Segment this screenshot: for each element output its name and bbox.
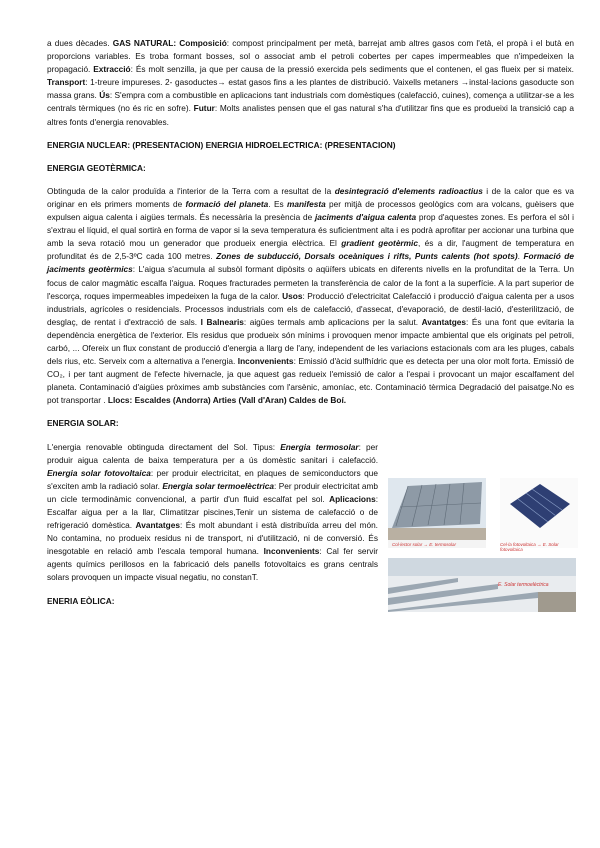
heading-eolica: ENERIA EÒLICA: — [47, 595, 115, 606]
solar-image-row — [388, 478, 576, 556]
solar-collector-image — [388, 478, 486, 548]
pv-cell-image — [500, 478, 578, 552]
gas-natural-paragraph: a dues dècades. GAS NATURAL: Composició: compost principalment per metà, barrejat amb altres gasos com l'età, el propà i el butà en proporcions variables. Es troba formant bosses, sol o associat amb el petroli cobertes per capes impermeables que n'impedeixen la propagació. Extracció: És molt senzilla, ja que per causa de la pressió exercida pels sediments que el contenen, el gas flueix per si mateix. Transport: 1-treure impureses. 2- gasoductes→ estat gasos fins a les plantes de distribució. Vaixells metaners →instal·lacions gasoducte son massa grans. Ús: S'empra com a combustible en aplicacions tant industrials com domèstiques (calefacció, cuines), comença a utilitzar-se a les centrals tèrmiques (no és ric en sofre). Futur: Molts analistes pensen que el gas natural s'ha d'utilitzar fins que es produeixi la transició cap a altres fonts d'energia renovables. — [47, 38, 574, 127]
geotermica-paragraph: Obtinguda de la calor produïda a l'interior de la Terra com a resultat de la desintegració d'elements radioactius i de la calor que es va originar en els primers moments de formació del planeta. Es manifesta per mitjà de processos geològics com ara volcans, guèisers que expulsen aigua calenta i aigües termals. És necessària la presència de jaciments d'aigua calenta prop d'aquestes zones. Es perfora el sòl i s'extrau el líquid, el qual sortirà en forma de vapor si la seva temperatura és suficientment alta i es podrà aprofitar per accionar una turbina que amb la seva rotació mou un generador que produeix energia elèctrica. El gradient geotèrmic, és a dir, l'augment de temperatura en profunditat és de 2,5-3ºC cada 100 metres. Zones de subducció, Dorsals oceàniques i rifts, Punts calents (hot spots). Formació de jaciments geotèrmics: L'aigua s'acumula al subsòl formant dipòsits o aqüífers ubicats en diferents nivells en la profunditat de la Terra. Un focus de calor magmàtic escalfa l'aigua. Roques fracturades permeten la transferència de calor de la font a la superfície. A la part superior de l'escorça, roques impermeables impedeixen la fuga de la calor. Usos: Producció d'electricitat Calefacció i producció d'aigua calenta per a usos industrials, agrícoles o residencials. Processos industrials com els de calefacció, d'assecat, d'evaporació, de destil·lació, d'esterilització, de desglaç, de rentat i d'extracció de sals. I Balnearis: aigües termals amb aplicacions per la salut. Avantatges: És una font que evitaria la dependència energètica de l'exterior. Els residus que produeix són mínims i provoquen menor impacte ambiental que els originats pel petroli, carbó, ... Ofereix un flux constant de producció d'energia a llarg de l'any, independent de les variacions estacionals com ara les pluges, cabals dels rius, etc. Serveix com a alternativa a l'energia. Inconvenients: Emissió d'àcid sulfhídric que es detecta per una olor molt forta. Emissió de CO₂, i per tant augment de l'efecte hivernacle, ja que aquest gas redueix l'emissió de calor a l'espai i provocant un major escalfament del planeta. Contaminació d'aigües pròximes amb substàncies com l'arsènic, amoníac, etc. Contaminació tèrmica Degradació del paisatge.No es pot transportar . Llocs: Escaldes (Andorra) Arties (Vall d'Aran) Caldes de Boí. — [47, 185, 575, 406]
heading-nuclear-hidro: ENERGIA NUCLEAR: (PRESENTACION) ENERGIA HIDROELECTRICA: (PRESENTACION) — [47, 139, 396, 150]
heading-solar: ENERGIA SOLAR: — [47, 418, 119, 429]
caption-termosolar: Col·lector solar → E. termosolar — [392, 542, 457, 547]
caption-termoelectrica: E. Solar termoelèctrica — [498, 582, 549, 588]
caption-fotovoltaica: Cel·la fotovoltaica → E. Solar fotovoltaica — [500, 542, 559, 552]
solar-thermal-plant-image — [388, 558, 576, 612]
heading-geotermica: ENERGIA GEOTÈRMICA: — [47, 162, 146, 173]
solar-paragraph: L'energia renovable obtinguda directament del Sol. Tipus: Energia termosolar: per produir aigua calenta de baixa temperatura per a ús domèstic sanitari i calefacció. Energia solar fotovoltaica: per produir electricitat, en plaques de semiconductors que s'exciten amb la radiació solar. Energia solar termoelèctrica: Per produir electricitat amb un cicle termodinàmic convencional, a partir d'un fluid escalfat pel sol. Aplicacions: Escalfar aigua per a la llar, Climatitzar piscines,Tenir un sistema de calefacció o de refrigeració domèstica. Avantatges: És molt abundant i està distribuïda arreu del món. No contamina, no produeix residus ni de transport, ni d'utilització, ni de conversió. És inesgotable en relació amb l'escala temporal humana. Inconvenients: Cal fer servir agents químics perillosos en la fabricació dels panells fotovoltaics es grans centrals solars provoquen un impacte visual negatiu, no constanT. — [47, 441, 378, 583]
gas-natural-title: GAS NATURAL: — [112, 38, 180, 48]
